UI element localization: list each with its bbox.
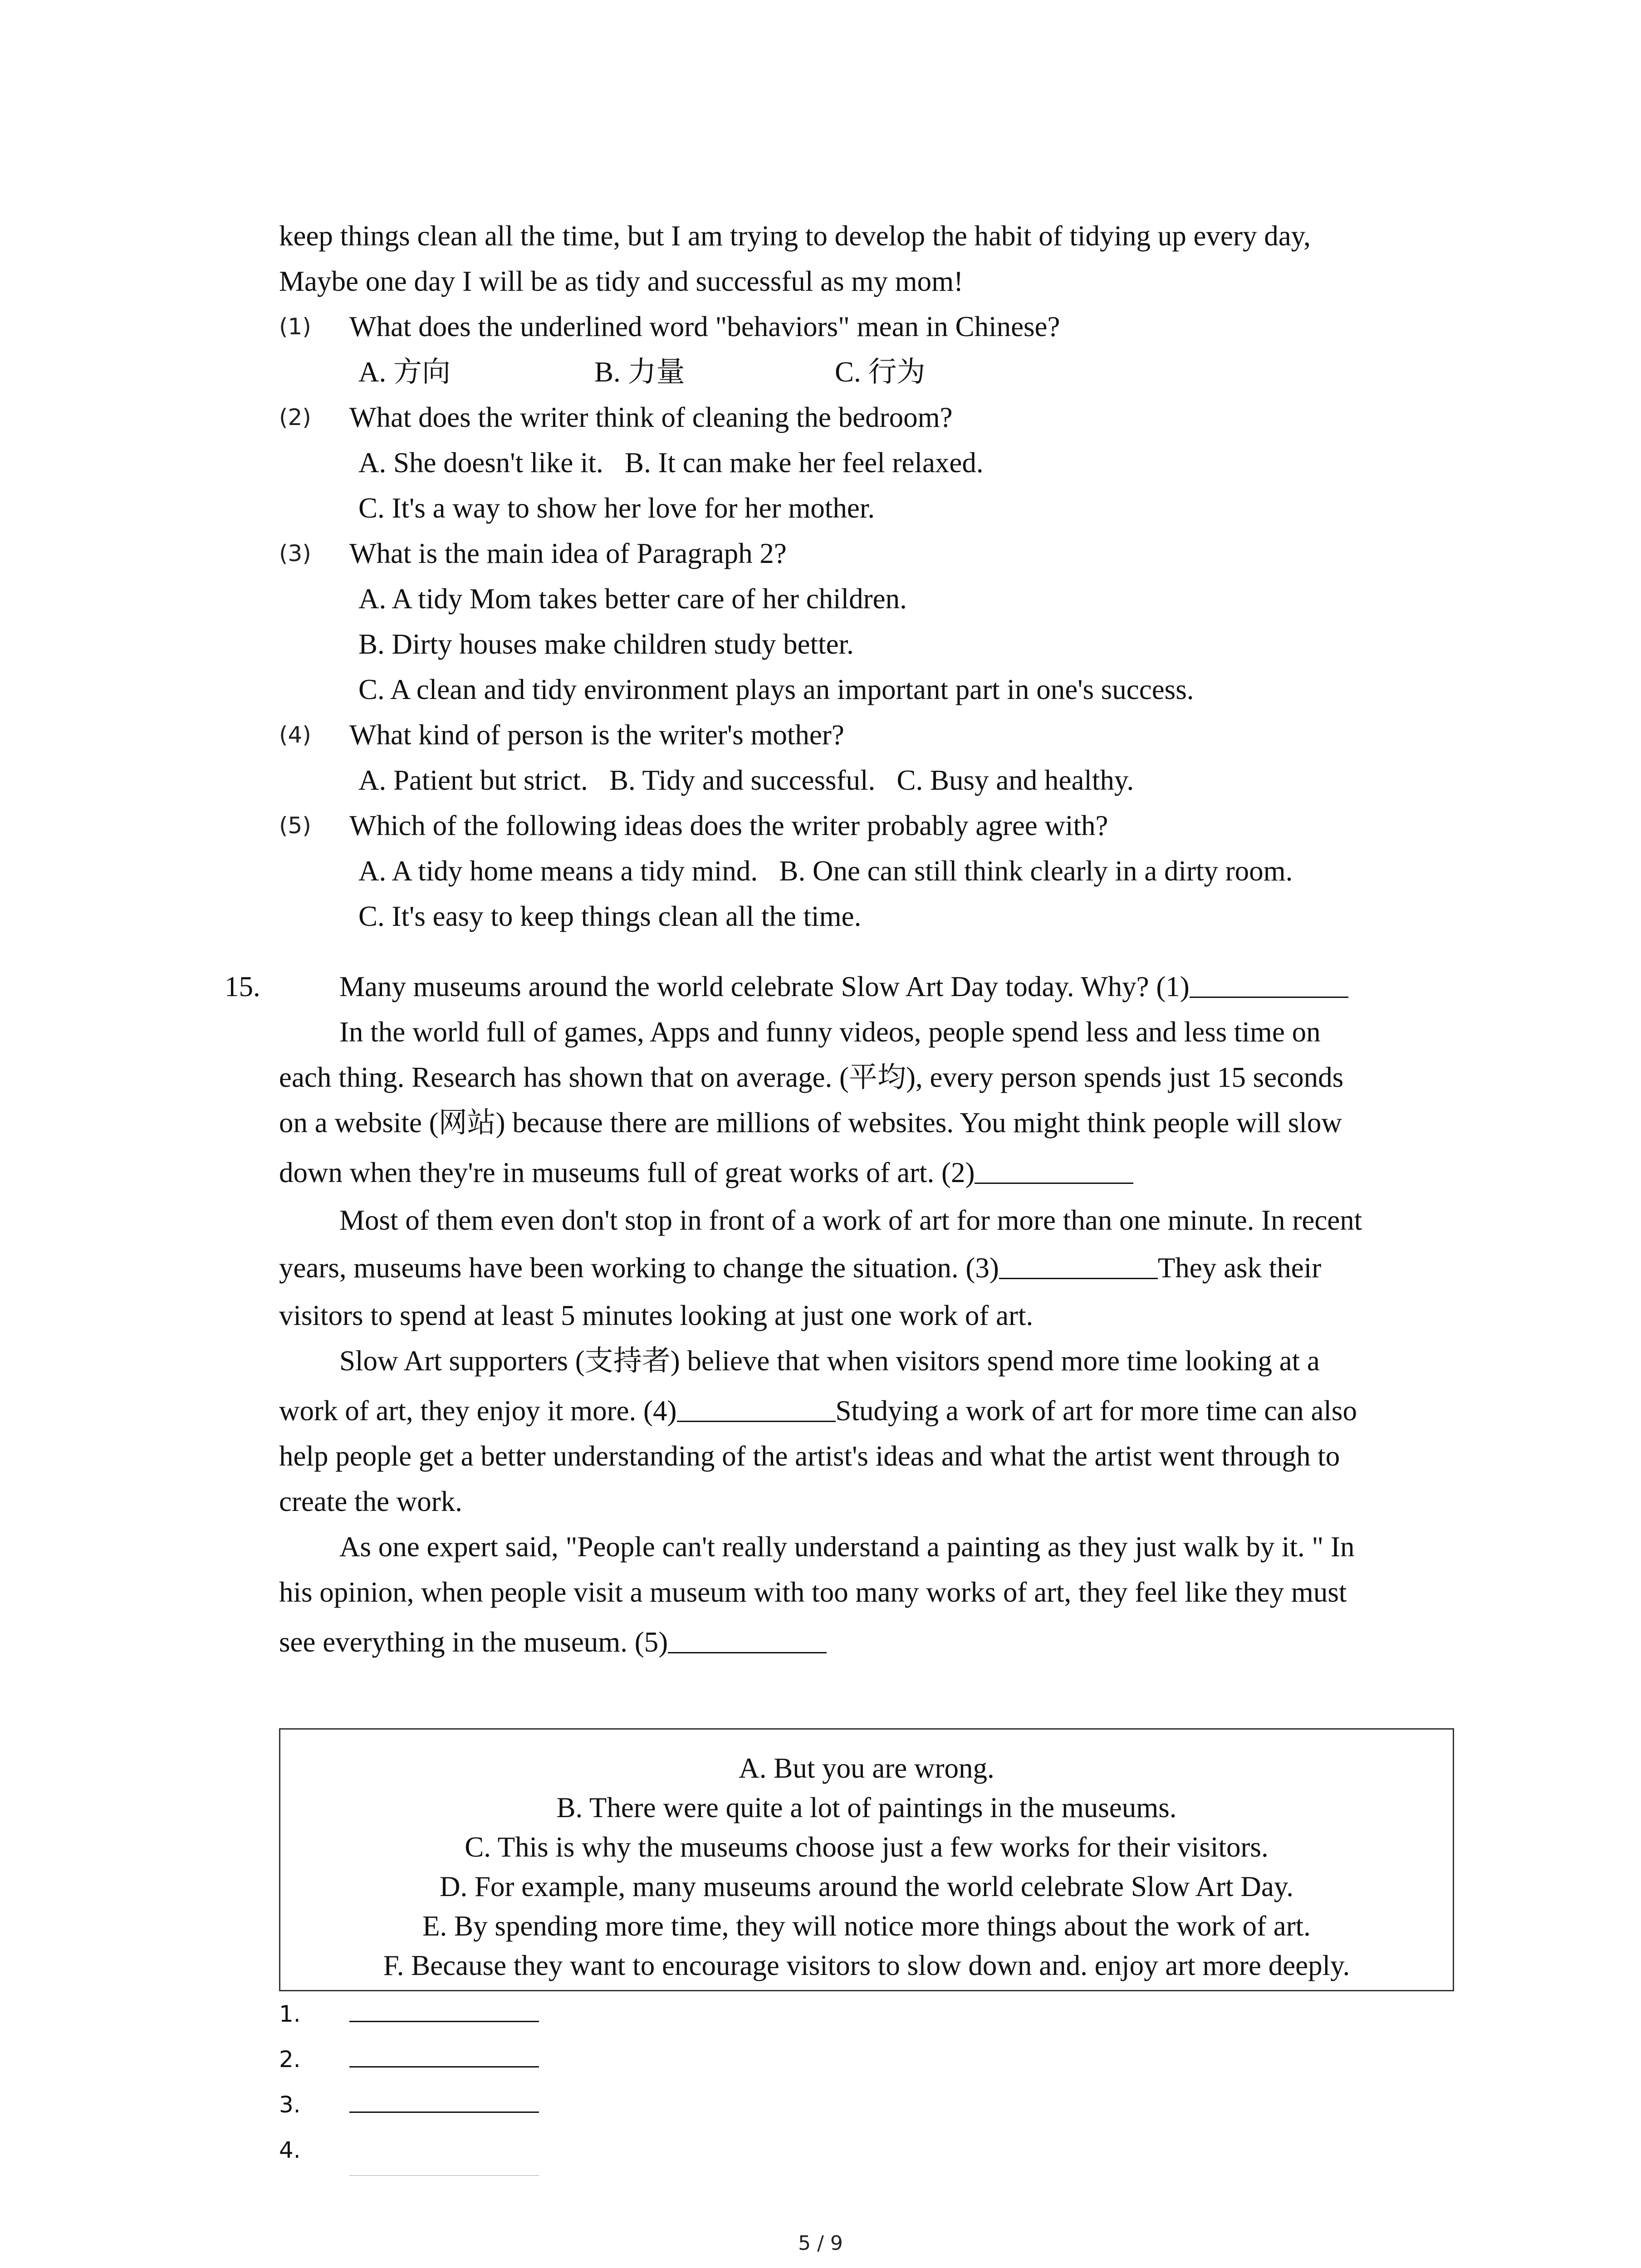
- option-line[interactable]: A. A tidy Mom takes better care of her children.: [358, 583, 907, 615]
- q15-line: his opinion, when people visit a museum with too many works of art, they feel like they must: [279, 1576, 1347, 1608]
- answer-number: 3.: [279, 2092, 301, 2118]
- answer-blank-4[interactable]: [677, 1393, 836, 1422]
- option-row: [358, 354, 994, 390]
- answer-blank-2[interactable]: [975, 1155, 1133, 1184]
- q15-line: Many museums around the world celebrate Slow Art Day today. Why? (1): [339, 968, 1348, 1005]
- q15-line: work of art, they enjoy it more. (4) Studying a work of art for more time can also: [279, 1393, 1357, 1429]
- answer-line-1[interactable]: [349, 2021, 539, 2022]
- question-text: What is the main idea of Paragraph 2?: [349, 538, 787, 569]
- option-line[interactable]: B. Dirty houses make children study better.: [358, 628, 854, 660]
- answer-number: 2.: [279, 2046, 301, 2072]
- answer-number: 1.: [279, 2001, 301, 2027]
- passage-line: keep things clean all the time, but I am trying to develop the habit of tidying up every day,: [279, 220, 1311, 252]
- question-number: (3): [279, 540, 311, 567]
- option-line[interactable]: C. It's a way to show her love for her mother.: [358, 492, 875, 524]
- q15-line: years, museums have been working to change the situation. (3) They ask their: [279, 1250, 1321, 1286]
- q15-line: help people get a better understanding of the artist's ideas and what the artist went through to: [279, 1440, 1340, 1472]
- choice-e: E. By spending more time, they will notice more things about the work of art.: [422, 1910, 1311, 1942]
- q15-line: In the world full of games, Apps and funny videos, people spend less and less time on: [339, 1016, 1321, 1048]
- answer-line-4[interactable]: [349, 2175, 539, 2176]
- choice-c: C. This is why the museums choose just a few works for their visitors.: [465, 1831, 1269, 1863]
- q15-line: each thing. Research has shown that on average. (平均), every person spends just 15 seconds: [279, 1061, 1344, 1093]
- question-number: (1): [279, 313, 311, 340]
- choice-box: [279, 1728, 1454, 1991]
- q15-line: create the work.: [279, 1486, 463, 1517]
- q15-line: As one expert said, "People can't really understand a painting as they just walk by it. " In: [339, 1531, 1355, 1563]
- question-number: (4): [279, 722, 311, 748]
- option-line[interactable]: A. She doesn't like it. B. It can make her feel relaxed.: [358, 447, 984, 479]
- question-text: What kind of person is the writer's mother?: [349, 719, 844, 751]
- q15-line: down when they're in museums full of great works of art. (2): [279, 1154, 1133, 1191]
- q15-line: Most of them even don't stop in front of a work of art for more than one minute. In recent: [339, 1204, 1362, 1236]
- answer-blank-5[interactable]: [668, 1625, 827, 1653]
- q15-line: see everything in the museum. (5): [279, 1624, 827, 1660]
- choice-a: A. But you are wrong.: [739, 1752, 994, 1784]
- q15-line: Slow Art supporters (支持者) believe that when visitors spend more time looking at a: [339, 1345, 1320, 1377]
- answer-line-2[interactable]: [349, 2066, 539, 2068]
- answer-blank-3[interactable]: [999, 1251, 1158, 1279]
- option-c[interactable]: C. 行为: [835, 356, 926, 388]
- option-line[interactable]: C. A clean and tidy environment plays an important part in one's success.: [358, 674, 1194, 705]
- page-number: 5 / 9: [798, 2232, 843, 2255]
- option-a[interactable]: A. 方向: [358, 356, 451, 388]
- option-b[interactable]: B. 力量: [594, 356, 685, 388]
- answer-line-3[interactable]: [349, 2112, 539, 2113]
- answer-blank-1[interactable]: [1190, 969, 1348, 998]
- question-number: (2): [279, 404, 311, 430]
- question-number: (5): [279, 812, 311, 839]
- option-line[interactable]: C. It's easy to keep things clean all the time.: [358, 900, 862, 932]
- passage-line: Maybe one day I will be as tidy and successful as my mom!: [279, 265, 964, 297]
- question-text: What does the underlined word "behaviors" mean in Chinese?: [349, 311, 1060, 342]
- option-line[interactable]: A. A tidy home means a tidy mind. B. One can still think clearly in a dirty room.: [358, 855, 1293, 887]
- question-text: Which of the following ideas does the writer probably agree with?: [349, 810, 1108, 841]
- option-line[interactable]: A. Patient but strict. B. Tidy and successful. C. Busy and healthy.: [358, 764, 1134, 796]
- question-text: What does the writer think of cleaning the bedroom?: [349, 401, 953, 433]
- choice-b: B. There were quite a lot of paintings in the museums.: [556, 1792, 1177, 1823]
- question-15-number: 15.: [225, 971, 260, 1002]
- answer-number: 4.: [279, 2137, 301, 2163]
- q15-line: visitors to spend at least 5 minutes looking at just one work of art.: [279, 1300, 1034, 1331]
- q15-line: on a website (网站) because there are millions of websites. You might think people will slow: [279, 1107, 1342, 1139]
- choice-d: D. For example, many museums around the world celebrate Slow Art Day.: [440, 1871, 1293, 1902]
- choice-f: F. Because they want to encourage visitors to slow down and. enjoy art more deeply.: [383, 1950, 1350, 1981]
